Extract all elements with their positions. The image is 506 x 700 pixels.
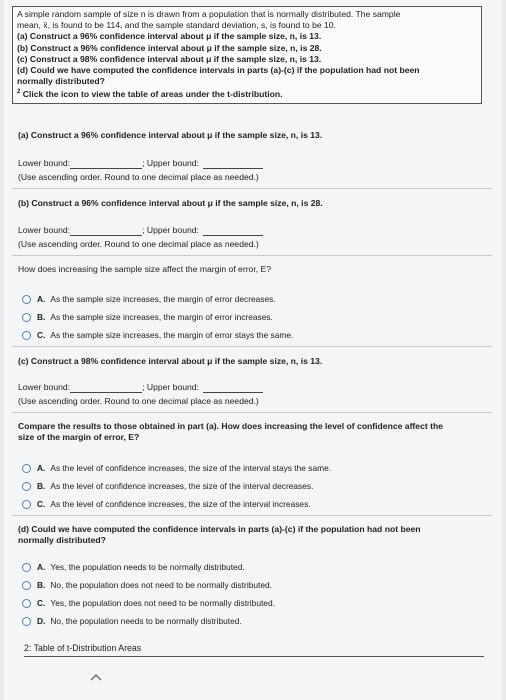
part-d-option-b[interactable] xyxy=(22,580,272,590)
radio-button[interactable] xyxy=(22,617,31,626)
intro-part-d-2: normally distributed? xyxy=(17,76,105,87)
option-text: No, the population does not need to be normally distributed. xyxy=(50,580,272,590)
problem-statement xyxy=(12,6,482,104)
part-a-title: (a) Construct a 96% confidence interval about μ if the sample size, n, is 13. xyxy=(18,130,323,140)
option-text: As the level of confidence increases, the size of the interval increases. xyxy=(50,499,311,509)
footnote-text: Click the icon to view the table of areas under the t-distribution. xyxy=(22,89,283,100)
option-letter: A. xyxy=(37,294,46,304)
option-letter: A. xyxy=(37,463,46,473)
part-b-lower-input[interactable] xyxy=(70,226,142,236)
option-letter: D. xyxy=(37,616,46,626)
option-letter: B. xyxy=(37,312,46,322)
option-letter: B. xyxy=(37,481,46,491)
option-text: As the sample size increases, the margin of error decreases. xyxy=(50,294,276,304)
radio-button[interactable] xyxy=(22,482,31,491)
part-b-note: (Use ascending order. Round to one decimal place as needed.) xyxy=(18,239,259,249)
part-a-upper-input[interactable] xyxy=(203,159,263,169)
radio-button[interactable] xyxy=(22,500,31,509)
part-c-title: (c) Construct a 98% confidence interval about μ if the sample size, n, is 13. xyxy=(18,356,323,366)
option-text: Yes, the population does not need to be normally distributed. xyxy=(50,598,275,608)
part-b-option-a[interactable] xyxy=(22,294,276,304)
part-d-title-2: normally distributed? xyxy=(18,535,106,545)
part-b-title: (b) Construct a 96% confidence interval about μ if the sample size, n, is 28. xyxy=(18,198,323,208)
radio-button[interactable] xyxy=(22,313,31,322)
part-a-lower-input[interactable] xyxy=(70,159,142,169)
part-a-bounds xyxy=(18,158,263,169)
option-letter: B. xyxy=(37,580,46,590)
divider xyxy=(12,188,492,189)
divider xyxy=(12,515,492,516)
homework-page xyxy=(4,0,502,700)
part-b-upper-label: ; Upper bound: xyxy=(142,225,199,235)
radio-button[interactable] xyxy=(22,464,31,473)
radio-button[interactable] xyxy=(22,599,31,608)
option-text: As the sample size increases, the margin of error increases. xyxy=(50,312,273,322)
part-c-option-a[interactable] xyxy=(22,463,331,473)
part-d-option-d[interactable] xyxy=(22,616,242,626)
intro-part-d-1: (d) Could we have computed the confidence intervals in parts (a)-(c) if the population had not been xyxy=(17,65,420,76)
intro-part-c: (c) Construct a 98% confidence interval about μ if the sample size, n, is 13. xyxy=(17,53,322,64)
option-text: As the level of confidence increases, the size of the interval decreases. xyxy=(50,481,314,491)
divider xyxy=(12,255,492,256)
part-b-option-b[interactable] xyxy=(22,312,273,322)
part-b-upper-input[interactable] xyxy=(203,226,263,236)
option-letter: A. xyxy=(37,562,46,572)
radio-button[interactable] xyxy=(22,331,31,340)
intro-line-1: A simple random sample of size n is drawn from a population that is normally distributed. The sample xyxy=(17,9,401,19)
part-b-bounds xyxy=(18,225,263,236)
option-letter: C. xyxy=(37,598,46,608)
part-c-note: (Use ascending order. Round to one decimal place as needed.) xyxy=(18,396,259,406)
footnote-number: 2 xyxy=(17,89,21,96)
part-c-question-2: size of the margin of error, E? xyxy=(18,432,140,442)
part-c-option-c[interactable] xyxy=(22,499,311,509)
intro-footnote[interactable] xyxy=(17,87,477,100)
divider xyxy=(12,346,492,347)
part-c-upper-input[interactable] xyxy=(203,383,263,393)
option-text: As the sample size increases, the margin of error stays the same. xyxy=(50,330,294,340)
chevron-up-icon[interactable] xyxy=(90,668,102,684)
t-table-link[interactable]: 2: Table of t-Distribution Areas xyxy=(24,643,142,653)
radio-button[interactable] xyxy=(22,581,31,590)
part-a-upper-label: ; Upper bound: xyxy=(142,158,199,168)
radio-button[interactable] xyxy=(22,295,31,304)
part-d-title-1: (d) Could we have computed the confidence intervals in parts (a)-(c) if the population had not been xyxy=(18,524,421,534)
option-text: No, the population needs to be normally distributed. xyxy=(50,616,242,626)
part-b-question: How does increasing the sample size affect the margin of error, E? xyxy=(18,264,272,274)
part-b-option-c[interactable] xyxy=(22,330,293,340)
part-a-lower-label: Lower bound: xyxy=(18,158,71,168)
part-d-option-c[interactable] xyxy=(22,598,275,608)
part-c-lower-label: Lower bound: xyxy=(18,382,71,392)
intro-part-a: (a) Construct a 96% confidence interval about μ if the sample size, n, is 13. xyxy=(17,31,322,42)
option-text: Yes, the population needs to be normally distributed. xyxy=(50,562,245,572)
divider xyxy=(12,412,492,413)
part-d-option-a[interactable] xyxy=(22,562,245,572)
option-letter: C. xyxy=(37,499,46,509)
part-c-question-1: Compare the results to those obtained in part (a). How does increasing the level of confidence affect the xyxy=(18,421,443,431)
part-a-note: (Use ascending order. Round to one decimal place as needed.) xyxy=(18,172,259,182)
part-c-bounds xyxy=(18,382,263,393)
part-b-lower-label: Lower bound: xyxy=(18,225,71,235)
radio-button[interactable] xyxy=(22,563,31,572)
intro-part-b: (b) Construct a 96% confidence interval about μ if the sample size, n, is 28. xyxy=(17,42,322,53)
part-c-option-b[interactable] xyxy=(22,481,313,491)
part-c-lower-input[interactable] xyxy=(70,383,142,393)
option-letter: C. xyxy=(37,330,46,340)
part-c-upper-label: ; Upper bound: xyxy=(142,382,199,392)
table-divider xyxy=(24,656,484,657)
option-text: As the level of confidence increases, the size of the interval stays the same. xyxy=(50,463,332,473)
intro-line-2: mean, x̄, is found to be 114, and the sample standard deviation, s, is found to be 10. xyxy=(17,20,336,31)
